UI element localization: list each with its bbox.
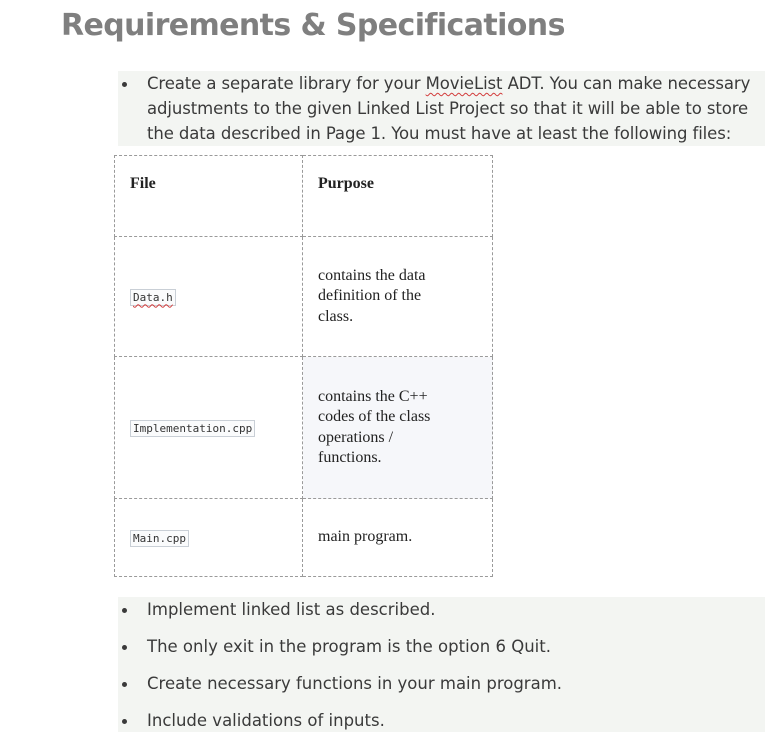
bullet-dot <box>122 719 127 724</box>
purpose-text: contains the C++ codes of the class operations / functions. <box>318 387 431 466</box>
file-cell <box>115 237 303 357</box>
file-name: Main.cpp <box>130 530 189 547</box>
header-purpose: Purpose <box>318 175 374 192</box>
list-item <box>118 708 765 745</box>
table-header-row <box>115 156 493 237</box>
table-row <box>115 237 493 357</box>
header-cell-purpose <box>303 156 493 237</box>
adt-name: MovieList <box>425 74 503 93</box>
purpose-text: contains the data definition of the class. <box>318 266 426 325</box>
table-row <box>115 499 493 577</box>
requirement-text: Include validations of inputs. <box>147 711 385 730</box>
purpose-cell <box>303 357 493 499</box>
requirements-list <box>118 597 765 732</box>
header-file: File <box>130 175 156 192</box>
purpose-cell <box>303 499 493 577</box>
file-name: Data.h <box>130 289 176 306</box>
intro-bullet-list <box>118 71 765 146</box>
file-cell <box>115 499 303 577</box>
requirement-text: The only exit in the program is the option 6 Quit. <box>147 637 551 656</box>
table-row <box>115 357 493 499</box>
purpose-cell <box>303 237 493 357</box>
intro-text-after: ADT. You can make necessary adjustments to the given Linked List Project so that it will be able to store the data described in Page 1. You must have at least the following files: <box>147 74 751 143</box>
files-table <box>114 155 493 577</box>
intro-text-before: Create a separate library for your <box>147 74 426 93</box>
list-item <box>118 71 765 146</box>
purpose-text: main program. <box>318 528 413 546</box>
bullet-dot <box>122 82 127 87</box>
requirement-text: Implement linked list as described. <box>147 600 436 619</box>
file-name: Implementation.cpp <box>130 420 255 437</box>
header-cell-file <box>115 156 303 237</box>
bullet-dot <box>122 645 127 650</box>
bullet-dot <box>122 682 127 687</box>
list-item <box>118 634 765 671</box>
list-item <box>118 597 765 634</box>
file-cell <box>115 357 303 499</box>
requirement-text: Create necessary functions in your main program. <box>147 674 563 693</box>
list-item <box>118 671 765 708</box>
page-title: Requirements & Specifications <box>61 8 565 43</box>
bullet-dot <box>122 608 127 613</box>
